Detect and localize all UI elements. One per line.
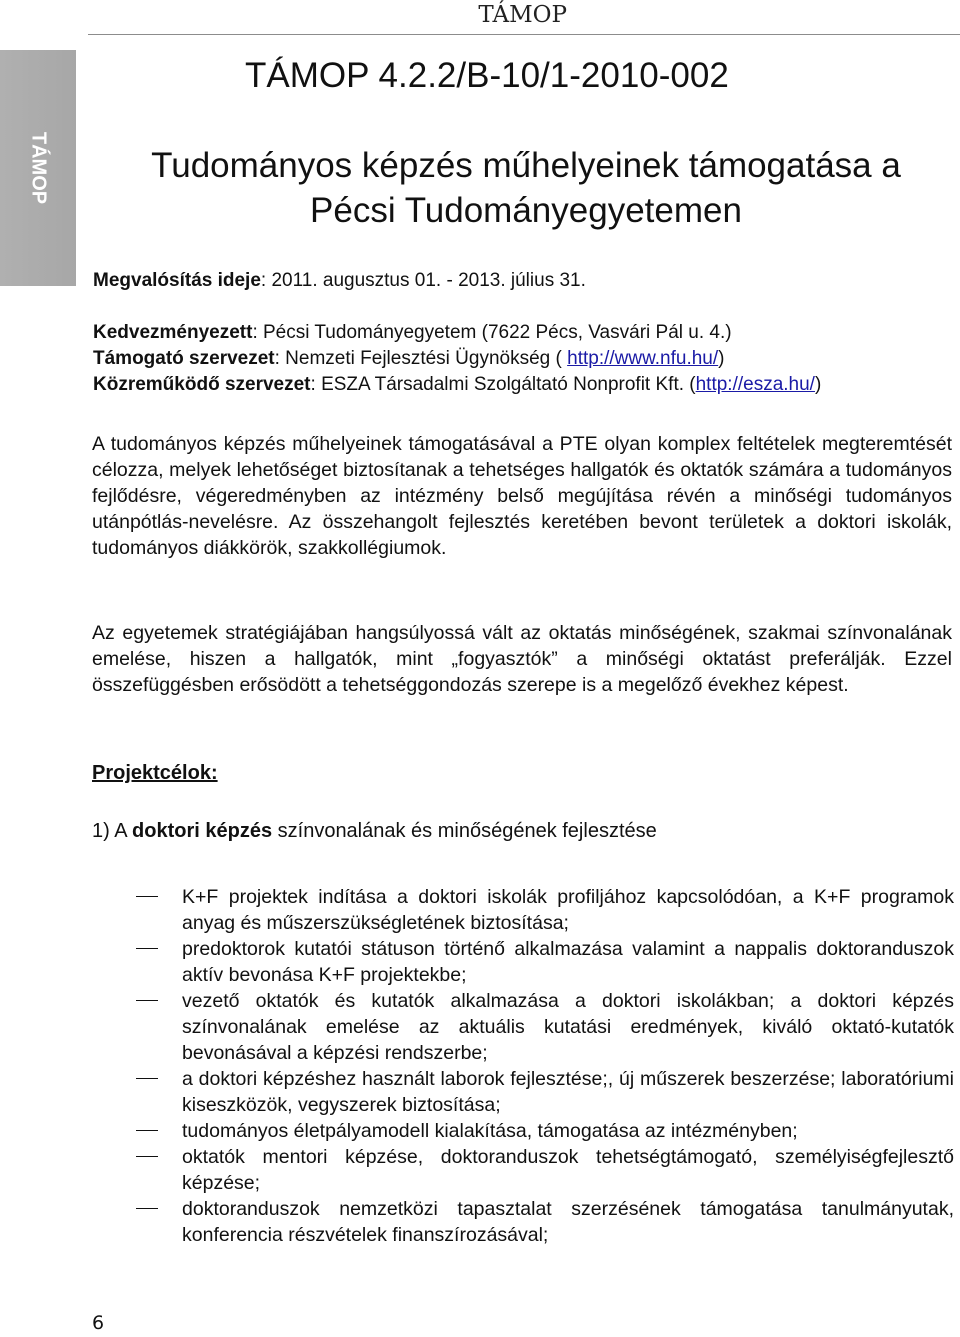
project-duration: [93, 268, 586, 294]
mediating-org-close: ): [814, 374, 822, 395]
list-item-text: predoktorok kutatói státuson történő alkalmazása valamint a nappalis doktoranduszok aktív bevonása K+F projektekbe;: [182, 938, 954, 986]
goal-1-heading: [92, 818, 657, 844]
duration-label: Megvalósítás ideje: [93, 270, 261, 291]
dash-bullet-icon: [136, 1000, 158, 1001]
list-item-text: a doktori képzéshez használt laborok fejlesztése;, új műszerek beszerzése; laboratóriumi kiseszközök, vegyszerek biztosítása;: [182, 1068, 954, 1116]
list-item: [136, 1144, 954, 1196]
section-heading-project-goals: Projektcélok:: [92, 762, 218, 784]
project-organizations: [93, 320, 821, 398]
goal-1-bold: doktori képzés: [132, 820, 273, 842]
list-item-text: K+F projektek indítása a doktori iskolák profiljához kapcsolódóan, a K+F programok anyag és műszerszükségletének biztosítása;: [182, 886, 954, 934]
list-item-text: doktoranduszok nemzetközi tapasztalat szerzésének támogatása tanulmányutak, konferencia részvételek finanszírozásával;: [182, 1198, 954, 1246]
dash-bullet-icon: [136, 948, 158, 949]
page-number: 6: [92, 1312, 105, 1334]
goal-1-bullet-list: [136, 884, 954, 1248]
supporting-org-line: [93, 346, 821, 372]
list-item: [136, 1066, 954, 1118]
mediating-org-line: [93, 372, 821, 398]
subtitle-line-1: Tudományos képzés műhelyeinek támogatása a: [151, 146, 901, 185]
document-subtitle: [92, 143, 960, 233]
mediating-org-value: : ESZA Társadalmi Szolgáltató Nonprofit Kft. (: [310, 374, 696, 395]
dash-bullet-icon: [136, 896, 158, 897]
side-tab-label: TÁMOP: [27, 131, 50, 205]
list-item: [136, 936, 954, 988]
supporting-org-label: Támogató szervezet: [93, 348, 275, 369]
running-header: TÁMOP: [478, 2, 567, 28]
supporting-org-value: : Nemzeti Fejlesztési Ügynökség (: [274, 348, 568, 369]
dash-bullet-icon: [136, 1130, 158, 1131]
nfu-link[interactable]: http://www.nfu.hu/: [567, 348, 719, 369]
goal-1-prefix: 1) A: [92, 820, 133, 842]
strategy-paragraph: Az egyetemek stratégiájában hangsúlyossá vált az oktatás minőségének, szakmai színvonalának emelése, hiszen a hallgatók, mint „fogyasztók” a minőségi oktatást preferálják. Ezzel összefüggésben erősödött a tehetséggondozás szerepe is a megelőző évekhez képest.: [92, 622, 952, 696]
dash-bullet-icon: [136, 1208, 158, 1209]
duration-value: : 2011. augusztus 01. - 2013. július 31.: [260, 270, 586, 291]
header-divider: [88, 34, 960, 35]
list-item: [136, 884, 954, 936]
dash-bullet-icon: [136, 1078, 158, 1079]
goal-1-rest: színvonalának és minőségének fejlesztése: [272, 820, 657, 842]
beneficiary-label: Kedvezményezett: [93, 322, 253, 343]
list-item-text: oktatók mentori képzése, doktoranduszok tehetségtámogató, személyiségfejlesztő képzése;: [182, 1146, 954, 1194]
list-item-text: tudományos életpályamodell kialakítása, támogatása az intézményben;: [182, 1120, 798, 1142]
list-item: [136, 988, 954, 1066]
list-item-text: vezető oktatók és kutatók alkalmazása a doktori iskolákban; a doktori képzés színvonalának emelése az aktuális kutatási eredmények, kiváló oktató-kutatók bevonásával a képzési rendszerbe;: [182, 990, 954, 1064]
beneficiary-line: [93, 320, 821, 346]
subtitle-line-2: Pécsi Tudományegyetemen: [310, 191, 742, 230]
dash-bullet-icon: [136, 1156, 158, 1157]
side-tab: [0, 50, 76, 286]
document-title: TÁMOP 4.2.2/B-10/1-2010-002: [245, 56, 729, 95]
intro-paragraph: A tudományos képzés műhelyeinek támogatásával a PTE olyan komplex feltételek megteremtését célozza, melyek lehetőséget biztosítanak a tehetséges hallgatók és oktatók számára a tudományos fejlődésre, végeredményben az intézmény belső megújítása révén a minőségi tudományos utánpótlás-nevelésre. Az összehangolt fejlesztés keretében bevont területek a doktori iskolák, tudományos diákkörök, szakkollégiumok.: [92, 433, 952, 559]
supporting-org-close: ): [718, 348, 725, 369]
list-item: [136, 1196, 954, 1248]
mediating-org-label: Közreműködő szervezet: [93, 374, 311, 395]
list-item: [136, 1118, 954, 1144]
beneficiary-value: : Pécsi Tudományegyetem (7622 Pécs, Vasvári Pál u. 4.): [252, 322, 732, 343]
esza-link[interactable]: http://esza.hu/: [695, 374, 815, 395]
